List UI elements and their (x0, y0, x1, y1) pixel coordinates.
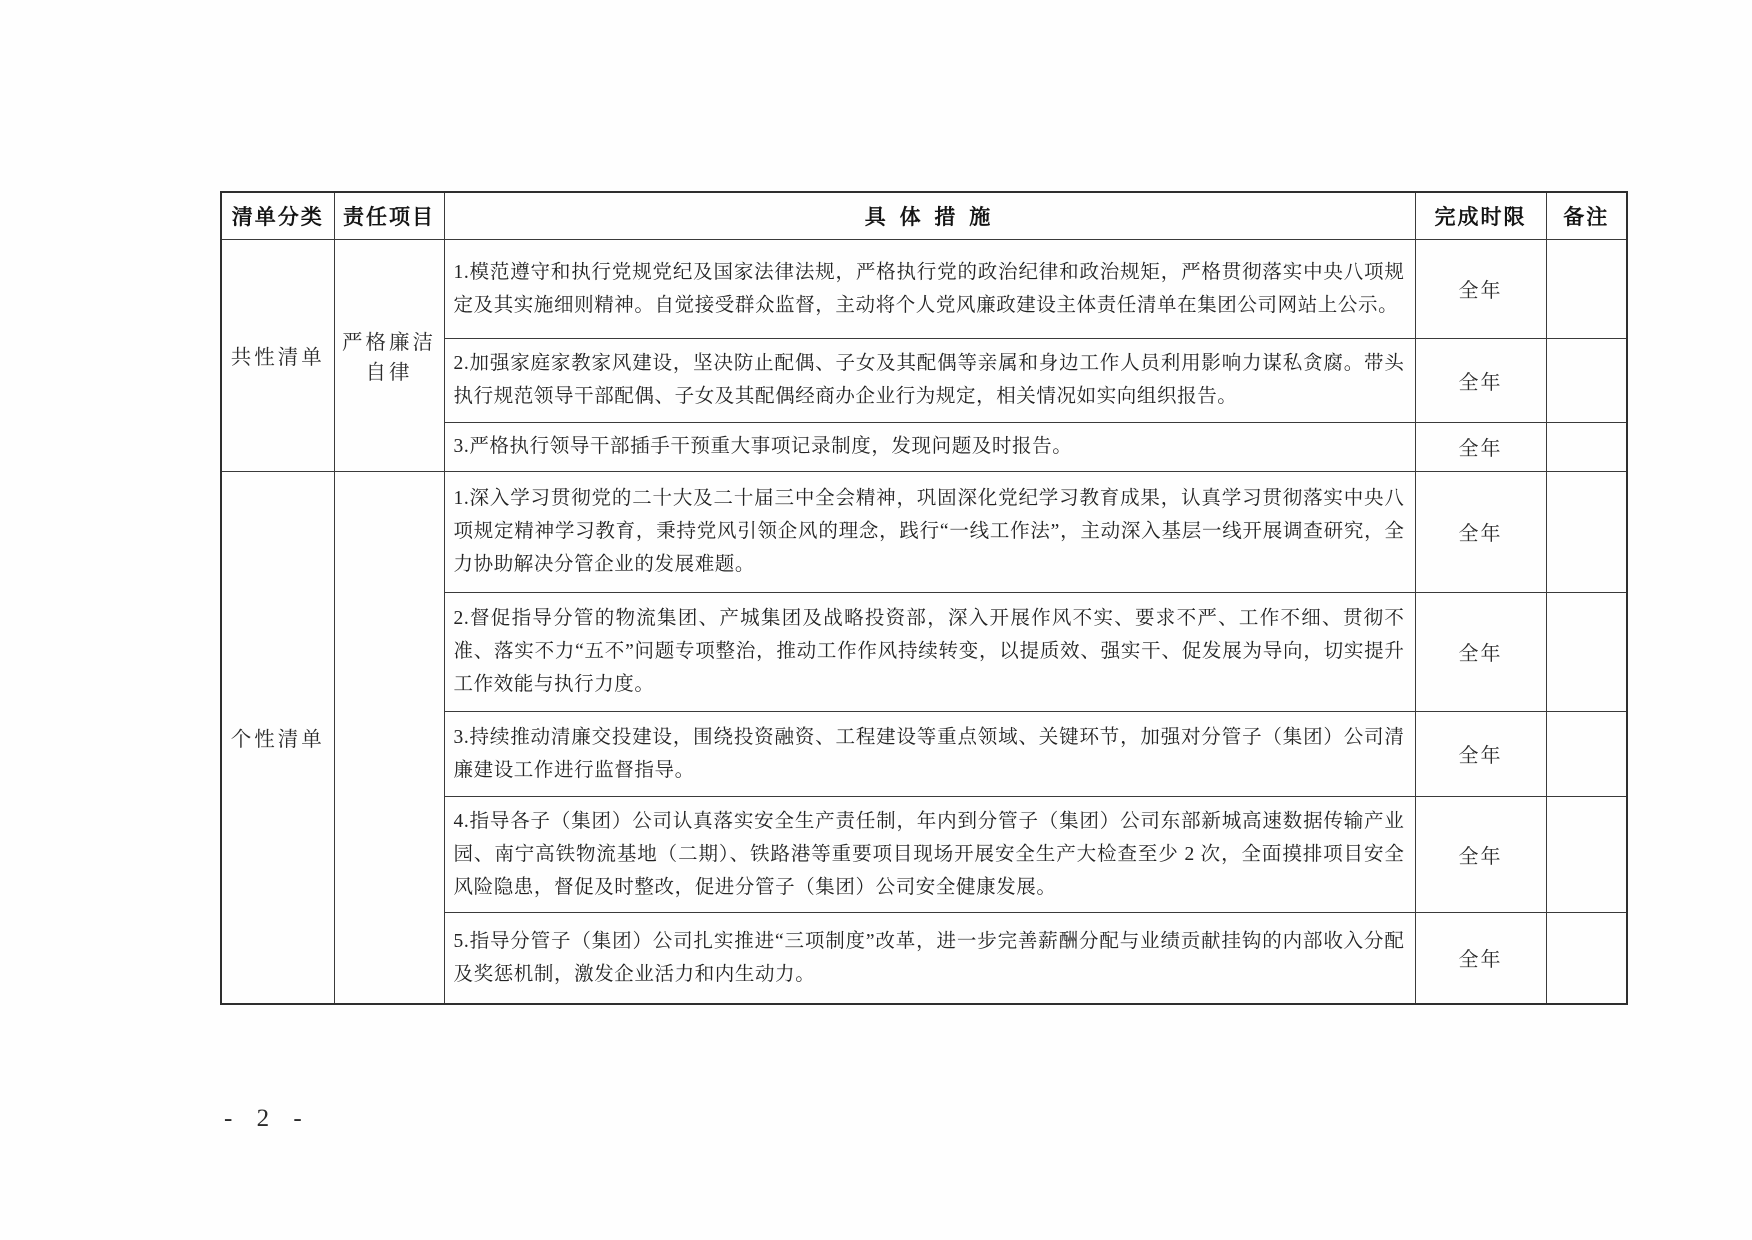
category-cell: 个性清单 (221, 471, 334, 1004)
table-row (221, 239, 1627, 338)
deadline-cell: 全年 (1415, 338, 1546, 422)
deadline-cell: 全年 (1415, 422, 1546, 471)
header-remark: 备注 (1546, 192, 1627, 239)
remark-cell (1546, 239, 1627, 338)
measure-cell: 3.严格执行领导干部插手干预重大事项记录制度，发现问题及时报告。 (444, 422, 1415, 471)
category-cell: 共性清单 (221, 239, 334, 471)
header-category: 清单分类 (221, 192, 334, 239)
measure-cell: 2.督促指导分管的物流集团、产城集团及战略投资部，深入开展作风不实、要求不严、工作不细、贯彻不准、落实不力“五不”问题专项整治，推动工作作风持续转变，以提质效、强实干、促发展为导向，切实提升工作效能与执行力度。 (444, 592, 1415, 711)
deadline-cell: 全年 (1415, 912, 1546, 1004)
table-header-row (221, 192, 1627, 239)
measure-cell: 2.加强家庭家教家风建设，坚决防止配偶、子女及其配偶等亲属和身边工作人员利用影响力谋私贪腐。带头执行规范领导干部配偶、子女及其配偶经商办企业行为规定，相关情况如实向组织报告。 (444, 338, 1415, 422)
deadline-cell: 全年 (1415, 711, 1546, 796)
measures-table-body (221, 239, 1627, 1004)
remark-cell (1546, 422, 1627, 471)
remark-cell (1546, 912, 1627, 1004)
page-number: - 2 - (224, 1105, 311, 1132)
deadline-cell: 全年 (1415, 592, 1546, 711)
project-cell (334, 471, 444, 1004)
deadline-cell: 全年 (1415, 471, 1546, 592)
header-measures: 具 体 措 施 (444, 192, 1415, 239)
deadline-cell: 全年 (1415, 239, 1546, 338)
deadline-cell: 全年 (1415, 796, 1546, 912)
measure-cell: 3.持续推动清廉交投建设，围绕投资融资、工程建设等重点领域、关键环节，加强对分管子（集团）公司清廉建设工作进行监督指导。 (444, 711, 1415, 796)
measure-cell: 1.模范遵守和执行党规党纪及国家法律法规，严格执行党的政治纪律和政治规矩，严格贯彻落实中央八项规定及其实施细则精神。自觉接受群众监督，主动将个人党风廉政建设主体责任清单在集团公司网站上公示。 (444, 239, 1415, 338)
remark-cell (1546, 338, 1627, 422)
header-deadline: 完成时限 (1415, 192, 1546, 239)
remark-cell (1546, 796, 1627, 912)
remark-cell (1546, 592, 1627, 711)
measure-cell: 5.指导分管子（集团）公司扎实推进“三项制度”改革，进一步完善薪酬分配与业绩贡献挂钩的内部收入分配及奖惩机制，激发企业活力和内生动力。 (444, 912, 1415, 1004)
project-cell: 严格廉洁自律 (334, 239, 444, 471)
measure-cell: 4.指导各子（集团）公司认真落实安全生产责任制，年内到分管子（集团）公司东部新城高速数据传输产业园、南宁高铁物流基地（二期）、铁路港等重要项目现场开展安全生产大检查至少 2 次，全面摸排项目安全风险隐患，督促及时整改，促进分管子（集团）公司安全健康发展。 (444, 796, 1415, 912)
remark-cell (1546, 471, 1627, 592)
header-project: 责任项目 (334, 192, 444, 239)
responsibility-table (220, 191, 1628, 1005)
remark-cell (1546, 711, 1627, 796)
measure-cell: 1.深入学习贯彻党的二十大及二十届三中全会精神，巩固深化党纪学习教育成果，认真学习贯彻落实中央八项规定精神学习教育，秉持党风引领企风的理念，践行“一线工作法”，主动深入基层一线开展调查研究，全力协助解决分管企业的发展难题。 (444, 471, 1415, 592)
table-row (221, 471, 1627, 592)
